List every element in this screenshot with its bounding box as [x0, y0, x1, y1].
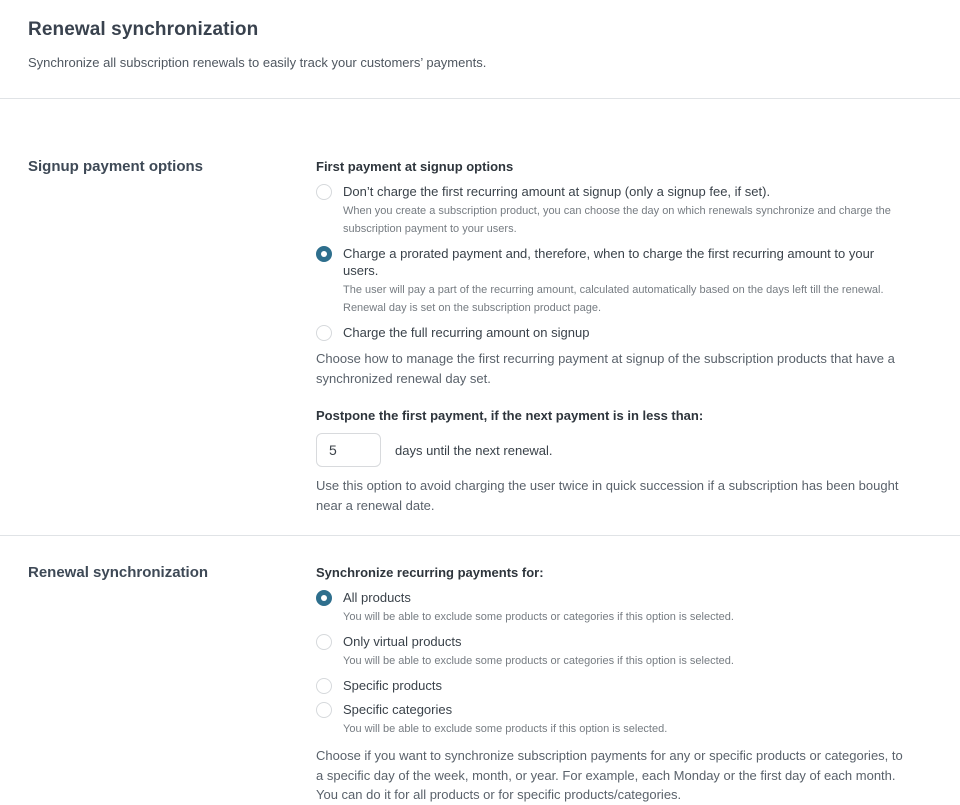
postpone-days-input[interactable]: [316, 433, 381, 467]
group-heading-postpone: Postpone the first payment, if the next payment is in less than:: [316, 408, 704, 423]
radio-option-dont-charge[interactable]: [316, 183, 904, 238]
radio-option-only-virtual[interactable]: [316, 633, 904, 670]
radio-option-description: You will be able to exclude some products or categories if this option is selected.: [343, 611, 734, 623]
radio-option-specific-products[interactable]: [316, 677, 904, 694]
section-label-renewal: Renewal synchronization: [28, 564, 209, 581]
radio-option-label: All products: [343, 590, 411, 605]
radio-button-icon[interactable]: [316, 634, 332, 650]
radio-option-description: The user will pay a part of the recurring amount, calculated automatically based on the days left till the renewal. Renewal day is set on the subscription product page.: [343, 284, 884, 314]
radio-option-label: Don’t charge the first recurring amount at signup (only a signup fee, if set).: [343, 184, 771, 199]
postpone-subgroup: [316, 407, 904, 515]
radio-button-icon[interactable]: [316, 702, 332, 718]
page-subtitle: Synchronize all subscription renewals to easily track your customers’ payments.: [28, 55, 487, 70]
radio-option-label: Specific products: [343, 678, 442, 693]
section-renewal-synchronization: [28, 536, 932, 805]
radio-option-description: You will be able to exclude some products if this option is selected.: [343, 723, 668, 735]
radio-button-icon[interactable]: [316, 246, 332, 262]
radio-button-icon[interactable]: [316, 184, 332, 200]
radio-option-specific-categories[interactable]: [316, 701, 904, 738]
radio-option-description: You will be able to exclude some products or categories if this option is selected.: [343, 655, 734, 667]
radio-option-label: Specific categories: [343, 702, 453, 717]
radio-option-prorated[interactable]: [316, 245, 904, 317]
radio-option-all-products[interactable]: [316, 589, 904, 626]
group-heading-synchronize-for: Synchronize recurring payments for:: [316, 565, 544, 580]
postpone-days-suffix: days until the next renewal.: [395, 442, 553, 458]
group-footnote: Choose if you want to synchronize subscription payments for any or specific products or categories, to a specific day of the week, month, or year. For example, each Monday or the first day of each month. You can do it for all products or for specific products/categories.: [316, 748, 903, 802]
radio-option-label: Charge the full recurring amount on signup: [343, 325, 590, 340]
radio-button-icon[interactable]: [316, 325, 332, 341]
section-label-signup: Signup payment options: [28, 158, 203, 175]
radio-option-label: Charge a prorated payment and, therefore, when to charge the first recurring amount to your users.: [343, 246, 875, 278]
radio-button-icon[interactable]: [316, 678, 332, 694]
group-heading-first-payment: First payment at signup options: [316, 159, 514, 174]
group-footnote: Choose how to manage the first recurring payment at signup of the subscription products that have a synchronized renewal day set.: [316, 351, 895, 386]
radio-option-description: When you create a subscription product, you can choose the day on which renewals synchronize and charge the subscription payment to your users.: [343, 205, 891, 235]
postpone-footnote: Use this option to avoid charging the user twice in quick succession if a subscription has been bought near a renewal date.: [316, 478, 899, 513]
radio-option-full-amount[interactable]: [316, 324, 904, 341]
page-title: Renewal synchronization: [28, 19, 259, 40]
radio-option-label: Only virtual products: [343, 634, 462, 649]
radio-button-icon[interactable]: [316, 590, 332, 606]
section-signup-payment-options: [28, 99, 932, 515]
